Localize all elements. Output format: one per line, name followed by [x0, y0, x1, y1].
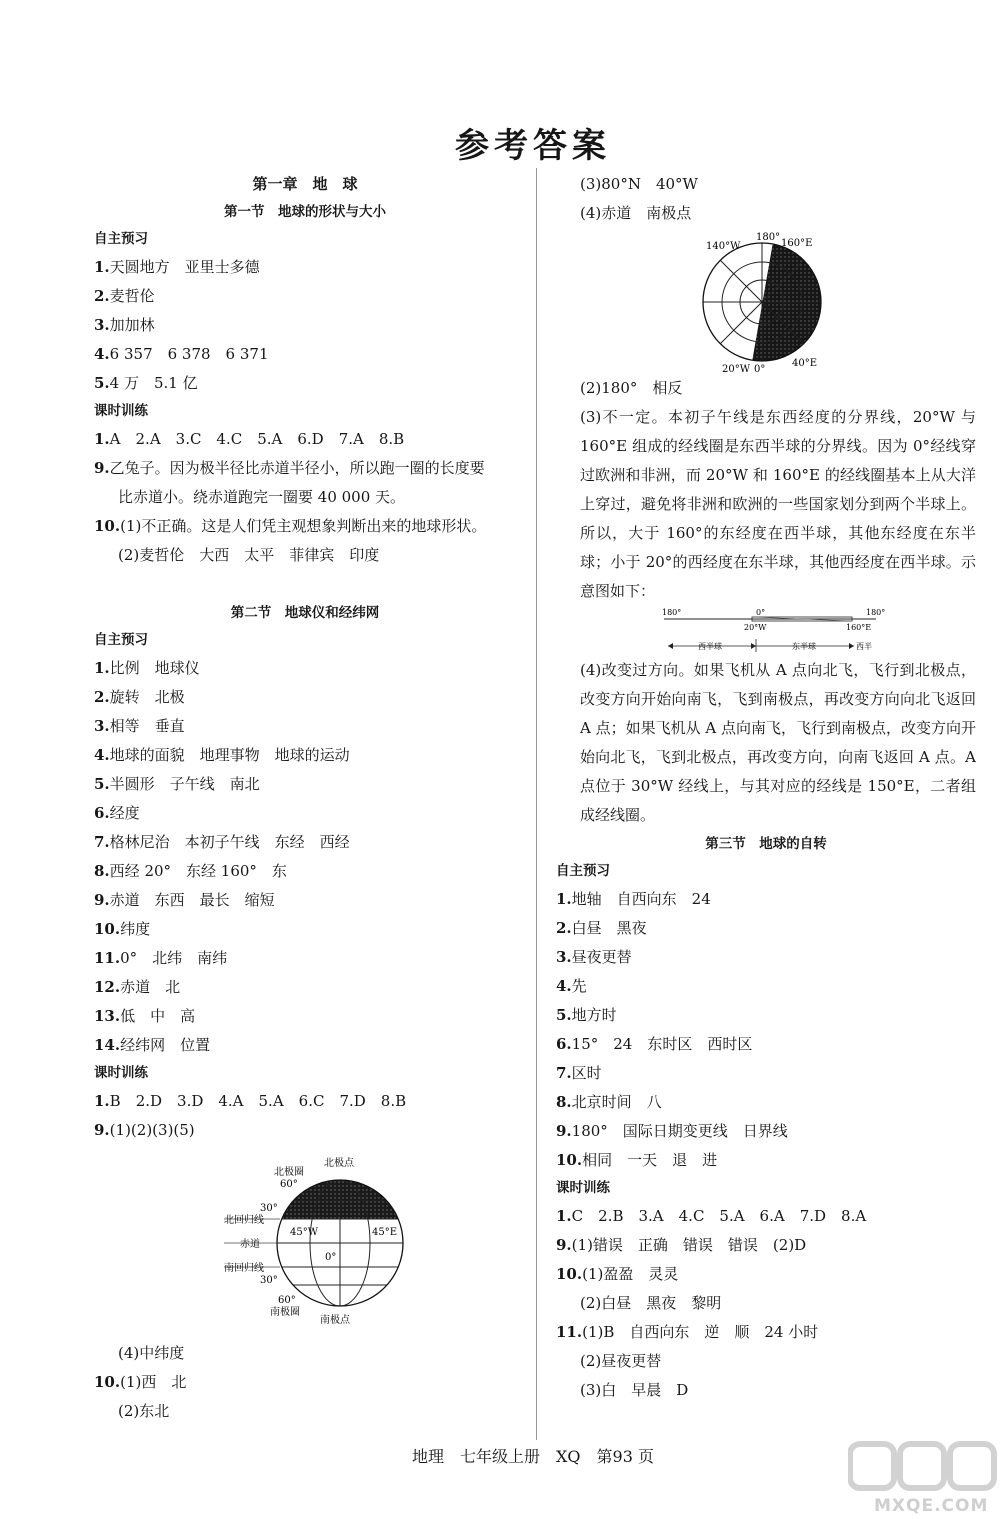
answer-number: 7. — [94, 833, 110, 851]
answer-line — [556, 1088, 976, 1117]
answer-text: A 2.A 3.C 4.C 5.A 6.D 7.A 8.B — [109, 430, 405, 448]
answer-number: 4. — [556, 977, 572, 995]
answer-text: (1)B 自西向东 逆 顺 24 小时 — [582, 1323, 819, 1341]
lines-after-hemi — [556, 374, 976, 403]
answer-number: 2. — [94, 688, 110, 706]
answer-text: 西经 20° 东经 160° 东 — [109, 862, 287, 880]
answer-number: 6. — [556, 1035, 572, 1053]
answer-text: (1)盈盈 灵灵 — [582, 1265, 679, 1283]
answer-text: 6 357 6 378 6 371 — [109, 345, 269, 363]
answer-text: 15° 24 东时区 西时区 — [571, 1035, 753, 1053]
label-0: 0° — [754, 364, 766, 374]
axis-right-180: 180° — [866, 608, 886, 617]
arctic-circle-label: 北极圈 — [274, 1167, 304, 1178]
hemisphere-figure — [556, 228, 976, 374]
answer-line — [94, 654, 516, 683]
answer-number: 3. — [556, 948, 572, 966]
answer-number: 10. — [94, 920, 121, 938]
answer-text: 地方时 — [571, 1006, 617, 1024]
lat-30s-label: 30° — [260, 1275, 278, 1286]
longitude-axis-diagram — [556, 606, 976, 656]
answer-text: 格林尼治 本初子午线 东经 西经 — [109, 833, 350, 851]
answer-line — [94, 1002, 516, 1031]
answer-text: 4 万 5.1 亿 — [109, 374, 198, 392]
column-divider — [536, 168, 537, 1440]
answer-line — [94, 483, 516, 512]
answer-number: 5. — [94, 374, 110, 392]
answer-text: (2)180° 相反 — [580, 379, 683, 397]
answer-line — [556, 972, 976, 1001]
answer-line — [94, 799, 516, 828]
answer-number: 3. — [94, 717, 110, 735]
answer-text: (1)不正确。这是人们凭主观想象判断出来的地球形状。 — [120, 517, 487, 535]
answer-line — [94, 915, 516, 944]
answer-line — [94, 1339, 516, 1368]
answer-line — [94, 282, 516, 311]
answer-number: 1. — [556, 1207, 572, 1225]
answer-text: (1)(2)(3)(5) — [109, 1121, 195, 1139]
section-heading-2: 第二节 地球仪和经纬网 — [230, 605, 380, 621]
answer-number: 12. — [94, 978, 121, 996]
answer-text: 180° 国际日期变更线 日界线 — [571, 1122, 788, 1140]
answer-text: 经度 — [109, 804, 140, 822]
subheading-preview-1: 自主预习 — [94, 231, 148, 247]
answer-line — [556, 199, 976, 228]
axis-west-hemi-2: 西半 — [856, 642, 872, 651]
answer-number: 10. — [94, 517, 121, 535]
axis-160e: 160°E — [846, 623, 872, 632]
answer-line — [94, 340, 516, 369]
answer-line — [94, 886, 516, 915]
answer-number: 2. — [94, 287, 110, 305]
answer-number: 9. — [556, 1236, 572, 1254]
answer-line — [94, 1087, 516, 1116]
answer-number: 10. — [94, 1373, 121, 1391]
answer-line — [94, 1116, 516, 1145]
answer-text: 乙兔子。因为极半径比赤道半径小，所以跑一圈的长度要 — [109, 459, 485, 477]
s3-preview-list — [556, 885, 976, 1175]
lon-0-label: 0° — [325, 1252, 337, 1263]
answer-text: 赤道 北 — [120, 978, 181, 996]
s1-preview-list — [94, 253, 516, 398]
answer-number: 1. — [94, 1092, 110, 1110]
answer-line — [556, 1260, 976, 1289]
watermark-text: MXQE.COM — [874, 1496, 989, 1516]
answer-line — [94, 712, 516, 741]
answer-text: 经纬网 位置 — [120, 1036, 211, 1054]
answer-line — [94, 311, 516, 340]
answer-text: 昼夜更替 — [571, 948, 632, 966]
answer-text: 麦哲伦 — [109, 287, 155, 305]
right-column — [556, 170, 976, 1405]
answer-number: 9. — [94, 459, 110, 477]
page-footer: 地理 七年级上册 XQ 第93 页 — [412, 1447, 654, 1466]
left-column — [94, 170, 516, 1426]
lat-30n-label: 30° — [260, 1203, 278, 1214]
answer-text: (1)错误 正确 错误 错误 (2)D — [571, 1236, 807, 1254]
answer-line — [94, 770, 516, 799]
graticule-globe-figure — [94, 1145, 516, 1339]
equator-label: 赤道 — [240, 1239, 260, 1250]
answer-line — [556, 1001, 976, 1030]
answer-text: 相等 垂直 — [109, 717, 185, 735]
answer-text: (4)中纬度 — [118, 1344, 185, 1362]
subheading-training-1: 课时训练 — [94, 403, 148, 419]
answer-line — [94, 828, 516, 857]
answer-text: 地球的面貌 地理事物 地球的运动 — [109, 746, 350, 764]
answer-line — [556, 1059, 976, 1088]
answer-text: 先 — [571, 977, 587, 995]
answer-number: 4. — [94, 345, 110, 363]
answer-line — [556, 1117, 976, 1146]
answer-line — [556, 914, 976, 943]
answer-text: (3)白 早晨 D — [580, 1381, 689, 1399]
answer-text: (1)西 北 — [120, 1373, 187, 1391]
answer-line — [94, 253, 516, 282]
answer-line — [556, 1289, 976, 1318]
section-heading-3: 第三节 地球的自转 — [705, 836, 827, 852]
chapter-heading: 第一章 地 球 — [252, 175, 358, 193]
axis-zero: 0° — [756, 608, 766, 617]
answer-text: 天圆地方 亚里士多德 — [109, 258, 260, 276]
answer-number: 13. — [94, 1007, 121, 1025]
answer-text: (3)80°N 40°W — [580, 175, 698, 193]
answer-number: 1. — [94, 430, 110, 448]
lon-45w-label: 45°W — [290, 1227, 319, 1238]
axis-west-hemi: 西半球 — [698, 642, 722, 651]
label-180: 180° — [756, 232, 781, 243]
answer-text: 比赤道小。绕赤道跑完一圈要 40 000 天。 — [118, 488, 406, 506]
lat-60n-label: 60° — [280, 1179, 298, 1190]
subheading-preview-2: 自主预习 — [94, 632, 148, 648]
answer-line — [94, 1368, 516, 1397]
after-globe-list — [94, 1339, 516, 1426]
answer-line — [94, 944, 516, 973]
answer-number: 10. — [556, 1151, 583, 1169]
s3-training-list — [556, 1202, 976, 1405]
answer-number: 9. — [556, 1122, 572, 1140]
answer-text: (2)昼夜更替 — [580, 1352, 662, 1370]
answer-line — [556, 228, 632, 257]
answer-number: 1. — [94, 258, 110, 276]
answer-text: 赤道 东西 最长 缩短 — [109, 891, 275, 909]
answer-line — [556, 1347, 976, 1376]
answer-text: 旋转 北极 — [109, 688, 185, 706]
answer-text: (2)东北 — [118, 1402, 170, 1420]
answer-text: 相同 一天 退 进 — [582, 1151, 718, 1169]
answer-number: 8. — [94, 862, 110, 880]
answer-text: 0° 北纬 南纬 — [120, 949, 228, 967]
answer-number: 1. — [556, 890, 572, 908]
answer-text: 比例 地球仪 — [109, 659, 200, 677]
antarctic-circle-label: 南极圈 — [270, 1307, 300, 1318]
answer-line — [556, 1231, 976, 1260]
answer-line — [556, 1202, 976, 1231]
answer-line — [94, 1397, 516, 1426]
answer-number: 1. — [94, 659, 110, 677]
answer-line — [94, 973, 516, 1002]
answer-text: B 2.D 3.D 4.A 5.A 6.C 7.D 8.B — [109, 1092, 407, 1110]
paragraph-4: (4)改变过方向。如果飞机从 A 点向北飞，飞行到北极点，改变方向开始向南飞，飞到南极点，再改变方向向北飞返回 A 点；如果飞机从 A 点向南飞，飞行到南极点，改变方向开始向北飞，飞到北极点，再改变方向，向南飞返回 A 点。A 点位于 30°W 经线上，与其对应的经线是 150°E，二者组成经线圈。 — [580, 661, 976, 824]
answer-number: 9. — [94, 891, 110, 909]
tropic-cancer-label: 北回归线 — [224, 1215, 264, 1226]
answer-line — [556, 170, 976, 199]
subheading-training-3: 课时训练 — [556, 1180, 610, 1196]
s2-training-list — [94, 1087, 516, 1145]
s2-preview-list — [94, 654, 516, 1060]
label-140w: 140°W — [706, 241, 741, 252]
answer-line — [556, 1318, 976, 1347]
answer-line — [556, 943, 976, 972]
answer-line — [94, 741, 516, 770]
answer-text: 地轴 自西向东 24 — [571, 890, 711, 908]
answer-number: 7. — [556, 1064, 572, 1082]
answer-number: 9. — [94, 1121, 110, 1139]
answer-number: 5. — [556, 1006, 572, 1024]
answer-line — [556, 1146, 976, 1175]
answer-text: 北京时间 八 — [571, 1093, 662, 1111]
answer-text: (2)白昼 黑夜 黎明 — [580, 1294, 722, 1312]
answer-line — [94, 857, 516, 886]
subheading-training-2: 课时训练 — [94, 1065, 148, 1081]
answer-number: 3. — [94, 316, 110, 334]
answer-text: 低 中 高 — [120, 1007, 196, 1025]
answer-text: C 2.B 3.A 4.C 5.A 6.A 7.D 8.A — [571, 1207, 867, 1225]
axis-20w: 20°W — [744, 623, 767, 632]
label-40e: 40°E — [792, 358, 818, 369]
answer-text: 区时 — [571, 1064, 602, 1082]
north-pole-label: 北极点 — [324, 1158, 354, 1169]
answer-line — [94, 541, 516, 570]
answer-line — [94, 1031, 516, 1060]
south-pole-label: 南极点 — [320, 1315, 350, 1326]
answer-line — [556, 1376, 976, 1405]
answer-line — [94, 512, 516, 541]
right-top-list — [556, 170, 976, 228]
page-title: 参考答案 — [455, 126, 611, 166]
graticule-globe-diagram — [94, 1145, 516, 1339]
answer-number: 10. — [556, 1265, 583, 1283]
answer-line — [94, 369, 516, 398]
longitude-axis-figure — [556, 606, 976, 656]
axis-east-hemi: 东半球 — [792, 642, 816, 651]
answer-text: (4)赤道 南极点 — [580, 204, 692, 222]
answer-text: 半圆形 子午线 南北 — [109, 775, 260, 793]
tropic-capricorn-label: 南回归线 — [224, 1263, 264, 1274]
answer-text: 纬度 — [120, 920, 151, 938]
axis-left-180: 180° — [662, 608, 682, 617]
answer-number: 2. — [556, 919, 572, 937]
answer-line — [94, 425, 516, 454]
answer-text: 加加林 — [109, 316, 155, 334]
label-20w: 20°W — [722, 364, 751, 374]
label-160e: 160°E — [781, 238, 813, 249]
section-heading-1: 第一节 地球的形状与大小 — [224, 204, 386, 220]
answer-line — [94, 570, 516, 599]
answer-text: 白昼 黑夜 — [571, 919, 647, 937]
paragraph-3: (3)不一定。本初子午线是东西经度的分界线，20°W 与 160°E 组成的经线圈是东西半球的分界线。因为 0°经线穿过欧洲和非洲，而 20°W 和 160°E 的经线圈基本上从大洋上穿过，避免将非洲和欧洲的一些国家划分到两个半球上。所以，大于 160°的东经度在西半球，其他东经度在东半球；小于 20°的西经度在东半球，其他西经度在西半球。示意图如下： — [580, 408, 976, 600]
lon-45e-label: 45°E — [372, 1227, 398, 1238]
answer-line — [556, 885, 976, 914]
answer-number: 11. — [556, 1323, 583, 1341]
s1-training-list — [94, 425, 516, 570]
answer-number: 4. — [94, 746, 110, 764]
answer-line — [94, 454, 516, 483]
answer-line — [556, 1030, 976, 1059]
answer-number: 8. — [556, 1093, 572, 1111]
answer-number: 6. — [94, 804, 110, 822]
answer-text: (2)麦哲伦 大西 太平 菲律宾 印度 — [118, 546, 380, 564]
answer-line — [556, 374, 976, 403]
answer-number: 11. — [94, 949, 121, 967]
lat-60s-label: 60° — [278, 1295, 296, 1306]
answer-line — [94, 683, 516, 712]
answer-number: 14. — [94, 1036, 121, 1054]
subheading-preview-3: 自主预习 — [556, 863, 610, 879]
answer-number: 5. — [94, 775, 110, 793]
